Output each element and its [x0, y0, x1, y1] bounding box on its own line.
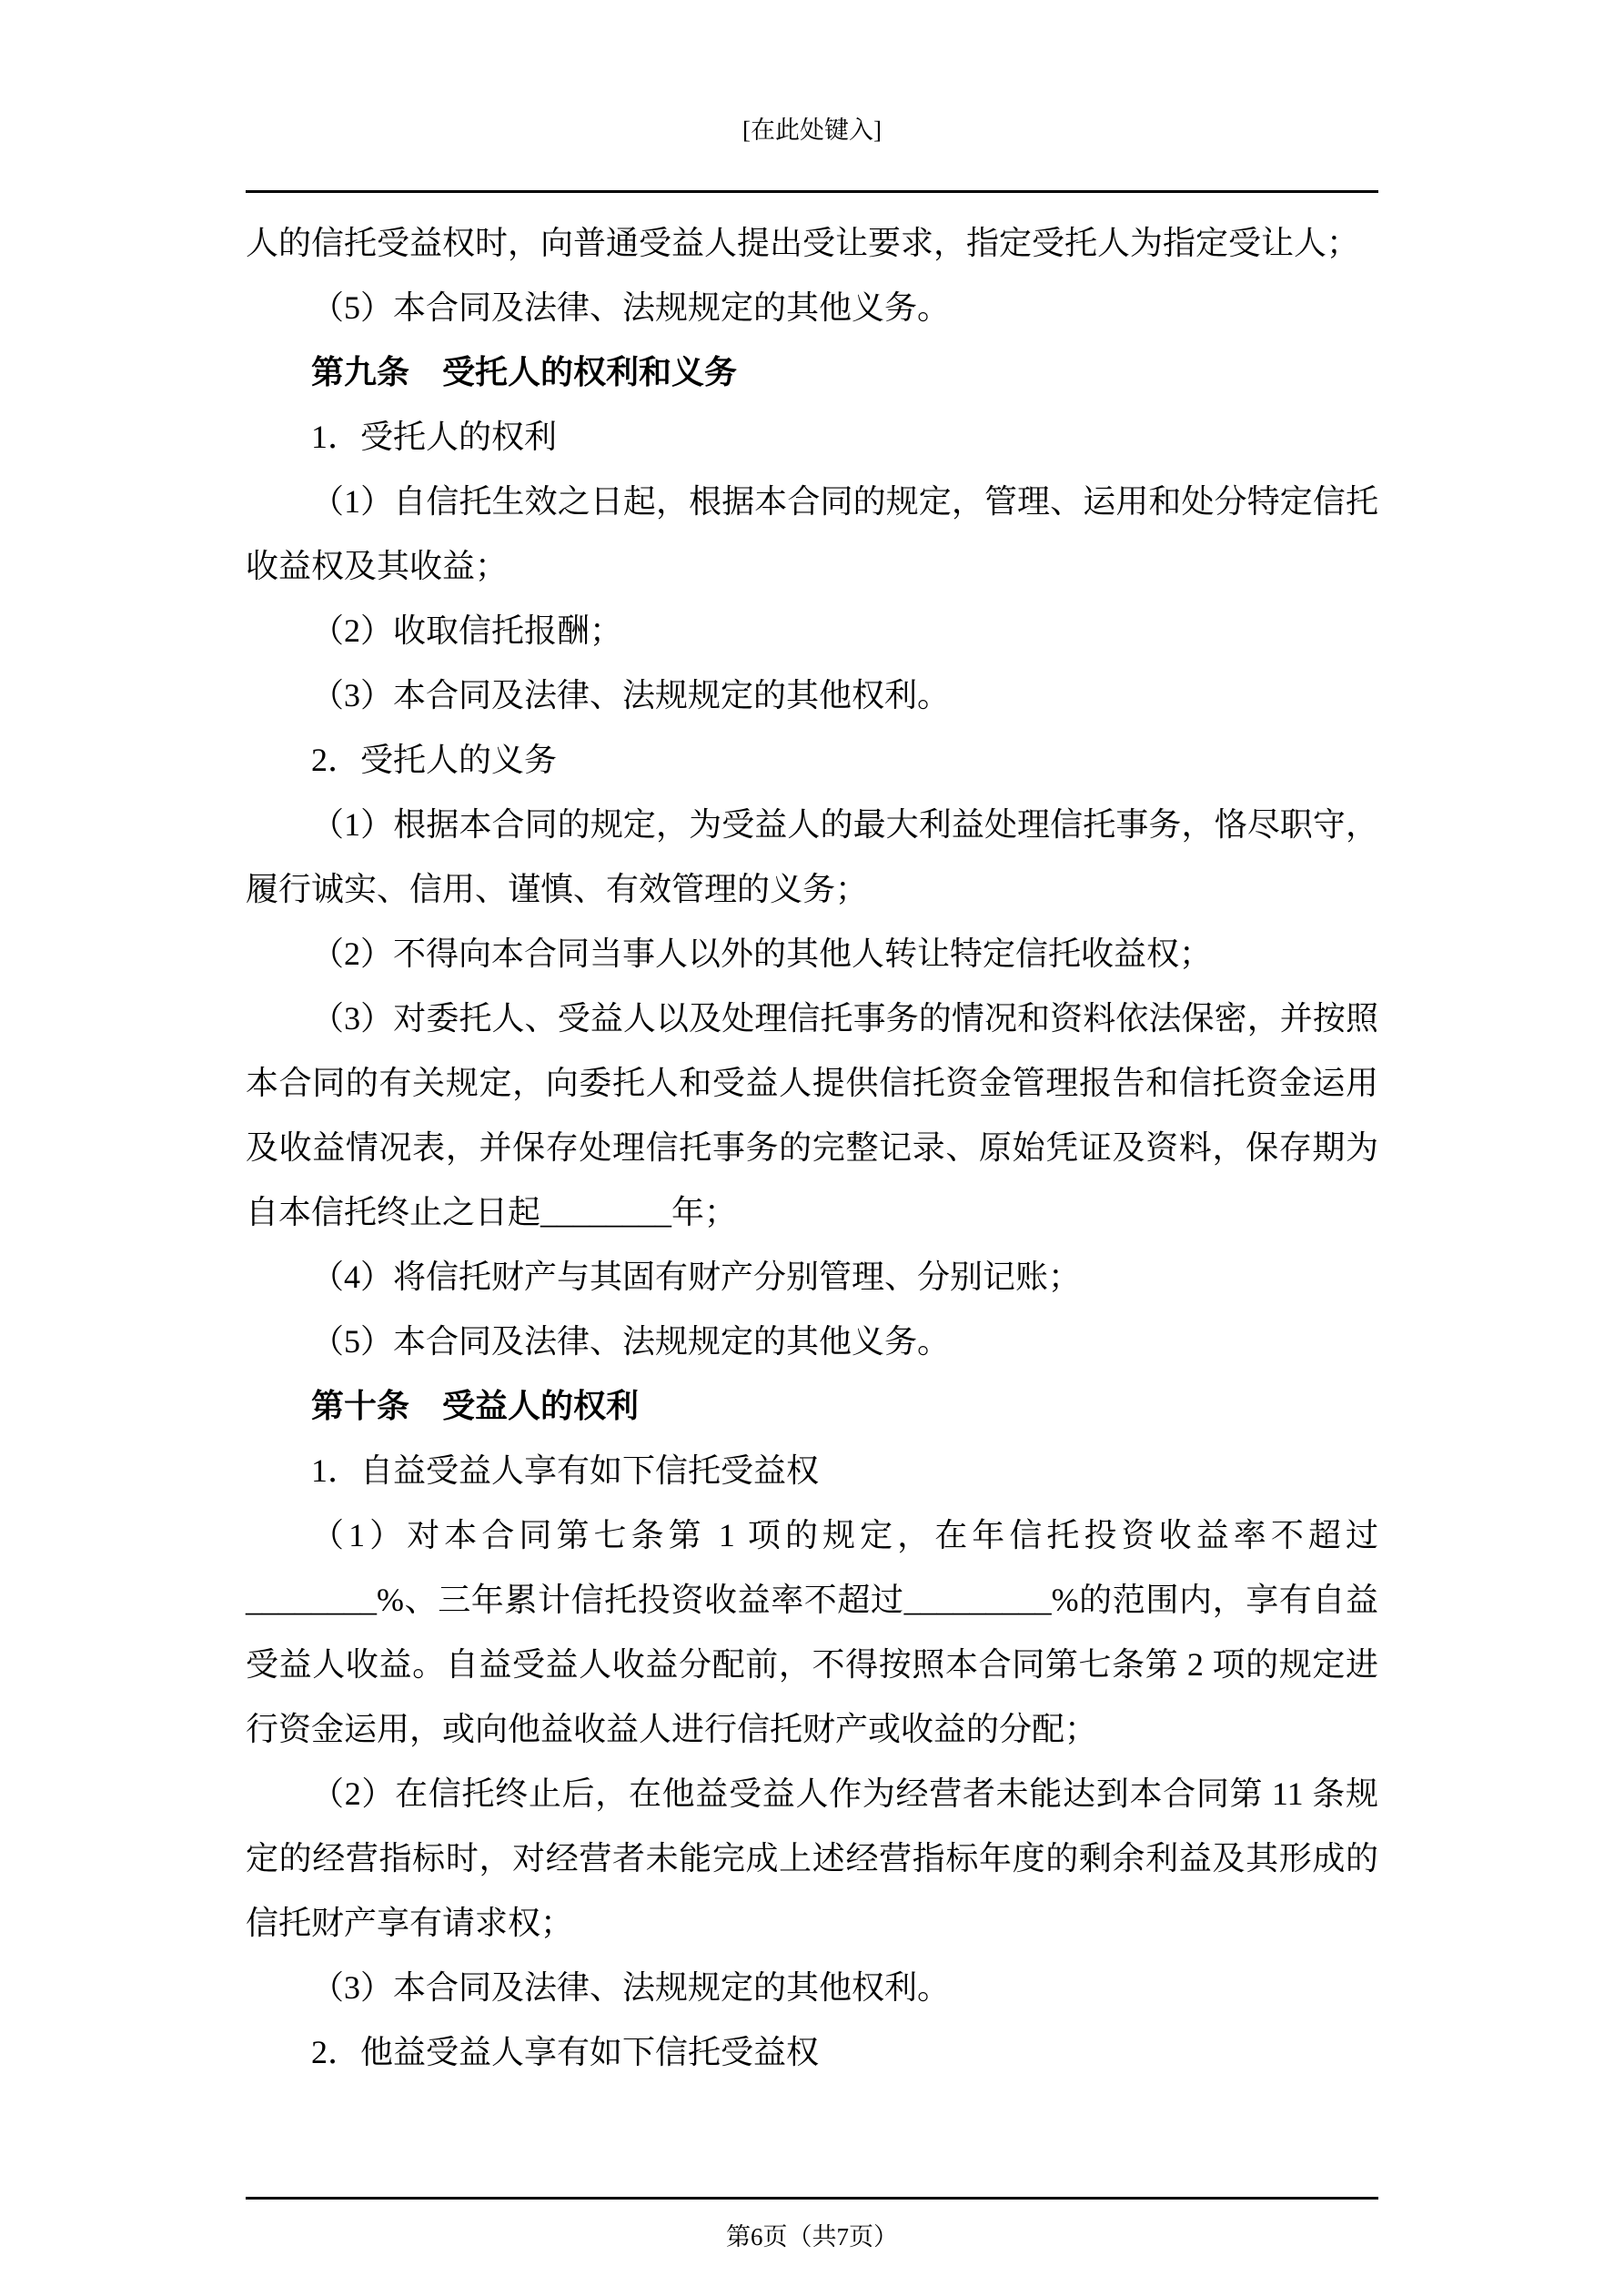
document-body	[246, 211, 1378, 2085]
paragraph: （2）不得向本合同当事人以外的其他人转让特定信托收益权；	[311, 936, 1213, 972]
header-placeholder-text: [在此处键入]	[742, 116, 882, 144]
paragraph: （5）本合同及法律、法规规定的其他义务。	[311, 289, 951, 326]
page-header	[246, 114, 1378, 193]
paragraph-continuation: 人的信托受益权时，向普通受益人提出受让要求，指定受托人为指定受让人；	[246, 225, 1360, 261]
article-9-heading: 第九条 受托人的权利和义务	[311, 354, 738, 390]
article-10-heading: 第十条 受益人的权利	[311, 1388, 640, 1424]
paragraph: （3）本合同及法律、法规规定的其他权利。	[311, 677, 951, 713]
paragraph: （4）将信托财产与其固有财产分别管理、分别记账；	[311, 1259, 1082, 1295]
paragraph: （5）本合同及法律、法规规定的其他义务。	[311, 1323, 951, 1360]
paragraph: 2．他益受益人享有如下信托受益权	[311, 2034, 820, 2070]
paragraph: 2．受托人的义务	[311, 742, 558, 778]
footer-divider	[246, 2197, 1378, 2200]
paragraph: 1．自益受益人享有如下信托受益权	[311, 1452, 820, 1489]
paragraph: （1）对本合同第七条第 1 项的规定，在年信托投资收益率不超过________%、三年累计信托投资收益率不超过_________%的范围内，享有自益受益人收益。自益受益人收益分配前，不得按照本合同第七条第 2 项的规定进行资金运用，或向他益收益人进行信托财产或收益的分配；	[246, 1517, 1378, 1747]
paragraph: （3）对委托人、受益人以及处理信托事务的情况和资料依法保密，并按照本合同的有关规定，向委托人和受益人提供信托资金管理报告和信托资金运用及收益情况表，并保存处理信托事务的完整记录、原始凭证及资料，保存期为自本信托终止之日起________年；	[246, 1000, 1378, 1230]
paragraph: （1）自信托生效之日起，根据本合同的规定，管理、运用和处分特定信托收益权及其收益；	[246, 483, 1378, 584]
paragraph: （1）根据本合同的规定，为受益人的最大利益处理信托事务，恪尽职守，履行诚实、信用、谨慎、有效管理的义务；	[246, 806, 1378, 907]
page-number: 第6页（共7页）	[726, 2223, 898, 2250]
paragraph: （2）在信托终止后，在他益受益人作为经营者未能达到本合同第 11 条规定的经营指标时，对经营者未能完成上述经营指标年度的剩余利益及其形成的信托财产享有请求权；	[246, 1775, 1378, 1941]
paragraph: 1．受托人的权利	[311, 419, 558, 455]
paragraph: （2）收取信托报酬；	[311, 612, 623, 649]
paragraph: （3）本合同及法律、法规规定的其他权利。	[311, 1969, 951, 2006]
page-footer	[0, 2219, 1624, 2255]
